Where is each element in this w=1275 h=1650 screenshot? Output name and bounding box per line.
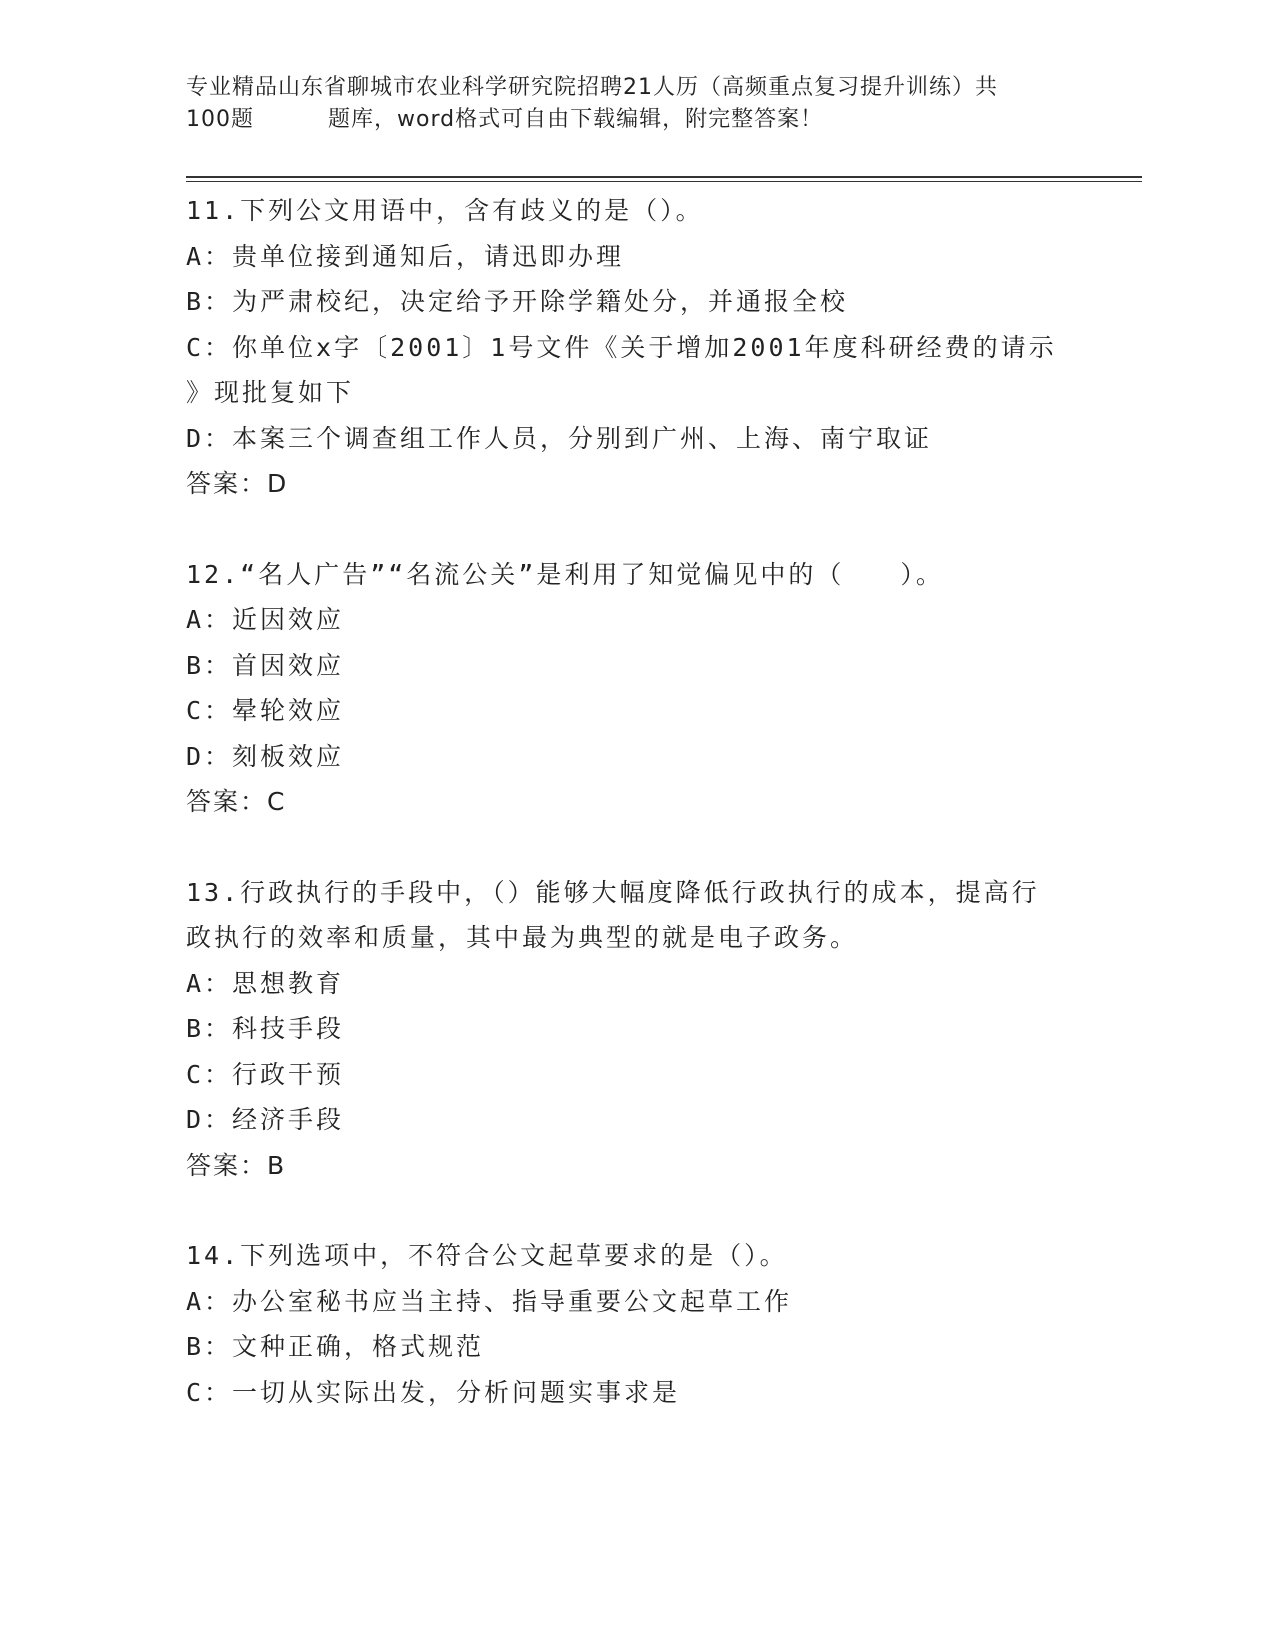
option-a: A：办公室秘书应当主持、指导重要公文起草工作 — [186, 1286, 793, 1316]
option-d: D：经济手段 — [186, 1105, 345, 1134]
answer: 答案：B — [186, 1150, 287, 1180]
option-c: C：你单位x字〔2001〕1号文件《关于增加2001年度科研经费的请示 — [186, 332, 1057, 362]
header-line-1: 专业精品山东省聊城市农业科学研究院招聘21人历（高频重点复习提升训练）共 — [186, 75, 998, 100]
header-description: 题库，word格式可自由下载编辑，附完整答案！ — [328, 107, 824, 132]
header-line-2 — [186, 104, 1086, 136]
question-stem-continuation: 政执行的效率和质量，其中最为典型的就是电子政务。 — [186, 923, 859, 952]
option-d: D：本案三个调查组工作人员，分别到广州、上海、南宁取证 — [186, 423, 933, 453]
answer: 答案：D — [186, 469, 289, 498]
option-b: B：首因效应 — [186, 650, 345, 680]
question-14 — [186, 1233, 1086, 1415]
header-divider-top — [186, 176, 1142, 178]
option-b: B：科技手段 — [186, 1014, 345, 1043]
question-stem: 12.“名人广告”“名流公关”是利用了知觉偏见中的（ ）。 — [186, 559, 944, 589]
option-b: B：为严肃校纪，决定给予开除学籍处分，并通报全校 — [186, 287, 849, 316]
question-list — [186, 188, 1086, 1415]
header-question-count: 100题 — [186, 107, 254, 132]
option-d: D：刻板效应 — [186, 741, 345, 771]
option-a: A：近因效应 — [186, 605, 345, 634]
option-a: A：思想教育 — [186, 968, 345, 998]
option-c-continuation: 》现批复如下 — [186, 378, 355, 407]
question-11 — [186, 188, 1086, 507]
option-b: B：文种正确，格式规范 — [186, 1332, 485, 1361]
option-c: C：晕轮效应 — [186, 696, 345, 725]
option-a: A：贵单位接到通知后，请迅即办理 — [186, 241, 625, 271]
question-12 — [186, 552, 1086, 825]
answer: 答案：C — [186, 787, 287, 816]
question-13 — [186, 870, 1086, 1189]
question-stem: 14.下列选项中，不符合公文起草要求的是（）。 — [186, 1241, 788, 1270]
question-stem: 11.下列公文用语中，含有歧义的是（）。 — [186, 196, 704, 225]
question-stem: 13.行政执行的手段中，（）能够大幅度降低行政执行的成本，提高行 — [186, 877, 1040, 907]
option-c: C：一切从实际出发，分析问题实事求是 — [186, 1377, 681, 1407]
header-divider-bottom — [186, 181, 1142, 182]
option-c: C：行政干预 — [186, 1059, 345, 1089]
document-header — [186, 72, 1086, 136]
